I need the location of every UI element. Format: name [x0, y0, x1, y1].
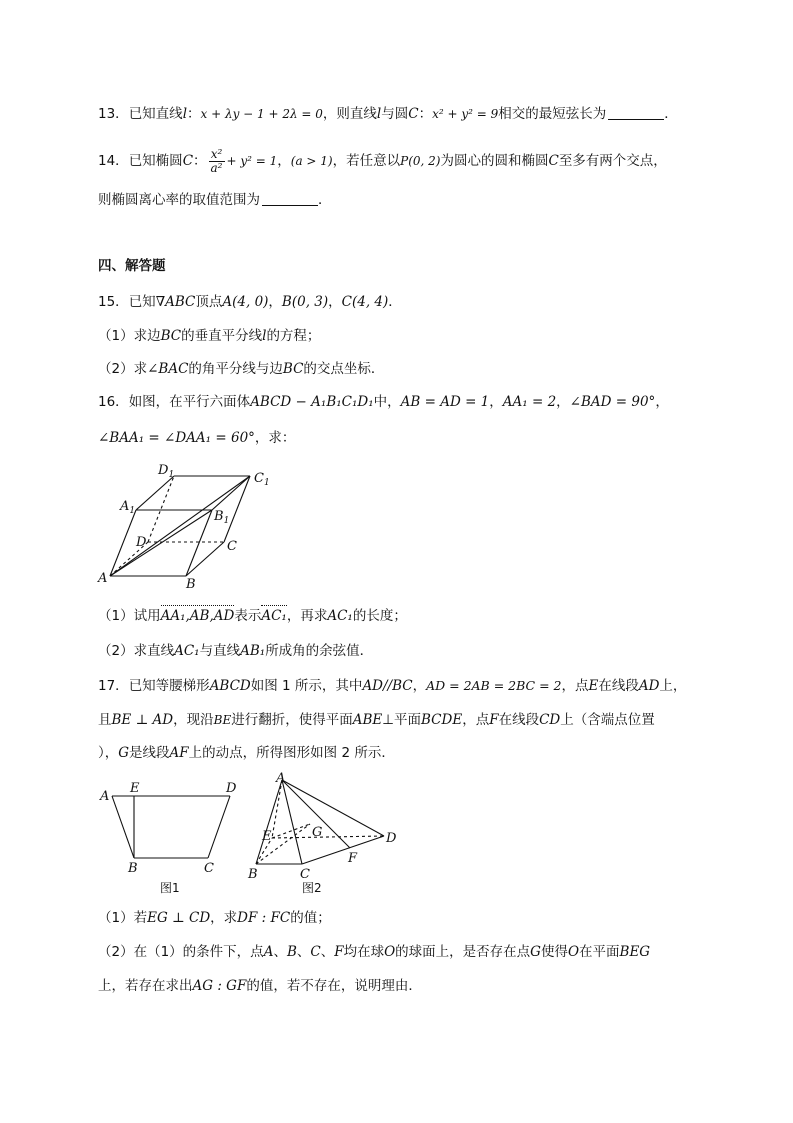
- question-17-part-2-line-1: （2）在（1）的条件下，点A、B、C、F均在球O的球面上，是否存在点G使得O在平面BEG: [98, 944, 651, 960]
- label-D1: $D_1$: [158, 463, 175, 480]
- label-D: D: [136, 535, 147, 550]
- fig1-edge-CD: [208, 796, 230, 858]
- question-14-line-1: 14．已知椭圆C： $\frac{\text{x²}}{\text{a²}}$ + y² = 1，(a > 1)，若任意以P(0, 2)为圆心的圆和椭圆C至多有两个交点，: [98, 146, 667, 175]
- fig2-edge-AC: [282, 780, 302, 864]
- fig1-label-E: E: [130, 781, 140, 796]
- question-16-line-2: ∠BAA₁ = ∠DAA₁ = 60°，求：: [98, 430, 296, 446]
- question-17-line-3: ），G是线段AF上的动点，所得图形如图 2 所示．: [98, 745, 395, 761]
- edge-BB1: [186, 510, 212, 576]
- question-15-part-1: （1）求边BC的垂直平分线l的方程；: [98, 328, 321, 344]
- question-16-part-2: （2）求直线AC₁与直线AB₁所成角的余弦值．: [98, 643, 374, 659]
- figure-2-pyramid: [256, 780, 384, 864]
- fig2-label-A: A: [276, 772, 286, 786]
- diagonal-AC1: [110, 476, 250, 576]
- fig2-edge-EG: [272, 824, 310, 838]
- fig2-edge-ED: [272, 836, 384, 838]
- label-C1: $C_1$: [254, 471, 270, 488]
- fig2-edge-CD: [302, 836, 384, 864]
- label-B: B: [186, 577, 196, 592]
- figure-2-caption: 图2: [302, 881, 322, 895]
- question-16-line-1: 16．如图，在平行六面体ABCD − A₁B₁C₁D₁中，AB = AD = 1，AA₁ = 2，∠BAD = 90°，: [98, 394, 669, 410]
- fig2-label-C: C: [300, 867, 310, 882]
- trapezoid-figures: [96, 772, 406, 898]
- edge-DD1: [148, 476, 174, 542]
- section-header: 四、解答题: [98, 258, 166, 274]
- label-C: C: [227, 539, 237, 554]
- fig2-label-B: B: [248, 867, 258, 882]
- question-17-line-2: 且BE ⊥ AD，现沿BE进行翻折，使得平面ABE⊥平面BCDE，点F在线段CD上（含端点位置: [98, 712, 655, 728]
- fig2-edge-AB: [256, 780, 282, 864]
- fig1-label-D: D: [226, 781, 237, 796]
- fraction-x2-a2: $\frac{\text{x²}}{\text{a²}}$: [210, 146, 223, 175]
- fig2-edge-AD: [282, 780, 384, 836]
- figure-1-trapezoid: [112, 796, 230, 858]
- fig1-edge-AB: [112, 796, 134, 858]
- answer-blank-14[interactable]: [262, 191, 318, 206]
- question-14-line-2: 则椭圆离心率的取值范围为 ．: [98, 192, 332, 208]
- label-A: A: [98, 571, 108, 586]
- question-13: 13．已知直线l：x + λy − 1 + 2λ = 0，则直线l与圆C：x² + y² = 9相交的最短弦长为 ．: [98, 106, 678, 122]
- edge-B1C1: [212, 476, 250, 510]
- fig2-label-G: G: [312, 825, 323, 840]
- answer-blank-13[interactable]: [608, 105, 664, 120]
- label-B1: $B_1$: [214, 509, 230, 526]
- fig1-label-B: B: [128, 861, 138, 876]
- parallelepiped-figure: [96, 458, 286, 592]
- question-15: 15．已知∇ABC顶点A(4, 0)，B(0, 3)，C(4, 4)．: [98, 294, 402, 310]
- fig2-label-D: D: [386, 831, 397, 846]
- question-17-part-2-line-2: 上，若存在求出AG : GF的值，若不存在，说明理由．: [98, 978, 422, 994]
- fig1-label-C: C: [204, 861, 214, 876]
- fig1-label-A: A: [100, 789, 110, 804]
- question-16-part-1: （1）试用AA₁,AB,AD表示AC₁，再求AC₁的长度；: [98, 608, 407, 624]
- question-15-part-2: （2）求∠BAC的角平分线与边BC的交点坐标．: [98, 361, 385, 377]
- question-17-part-1: （1）若EG ⊥ CD，求DF : FC的值；: [98, 910, 331, 926]
- label-A1: $A_1$: [120, 499, 136, 516]
- fig2-label-F: F: [348, 851, 358, 866]
- edge-A1D1: [136, 476, 174, 510]
- fig2-label-E: E: [262, 829, 272, 844]
- edge-BC: [186, 542, 224, 576]
- figure-1-caption: 图1: [160, 881, 180, 895]
- question-17-line-1: 17．已知等腰梯形ABCD如图 1 所示，其中AD//BC，AD = 2AB = 2BC = 2，点E在线段AD上，: [98, 678, 687, 694]
